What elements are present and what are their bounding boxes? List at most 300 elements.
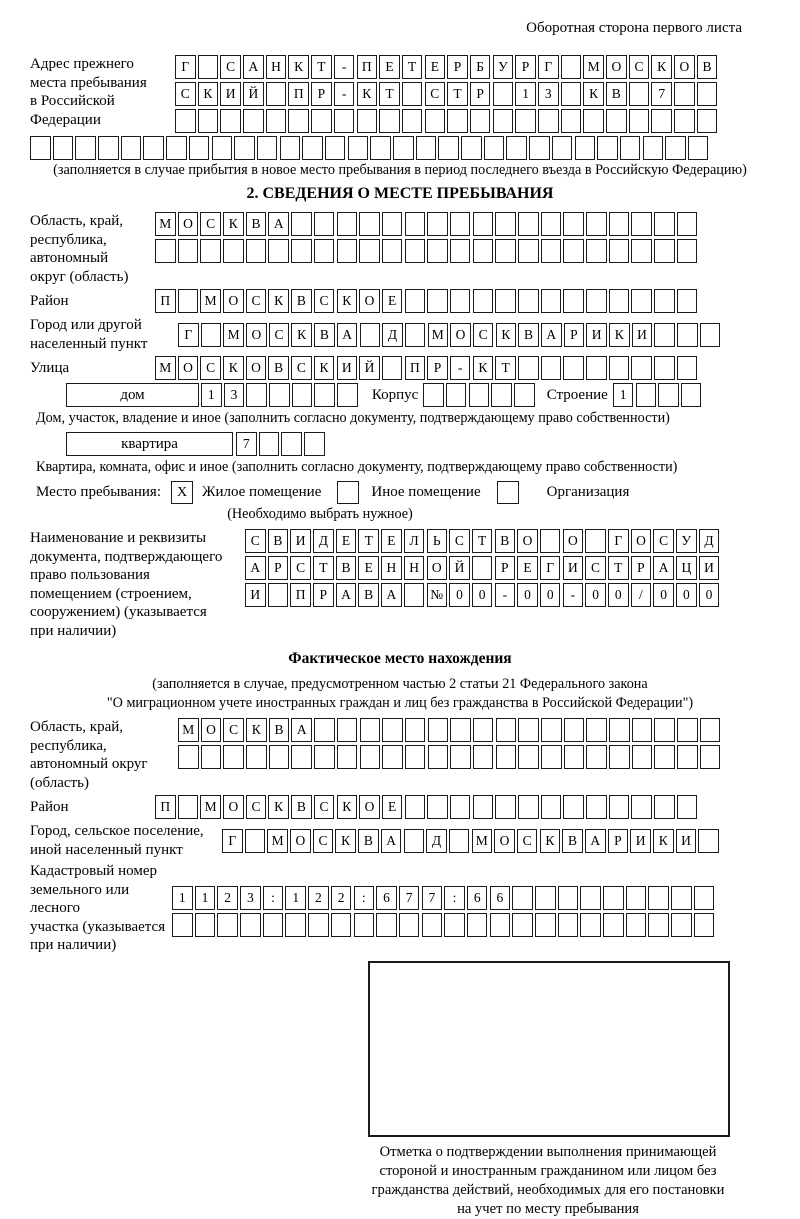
char-cell[interactable] (518, 289, 539, 313)
char-cell[interactable]: А (291, 718, 312, 742)
char-cell[interactable]: Е (379, 55, 400, 79)
char-cell[interactable]: М (223, 323, 244, 347)
char-cell[interactable]: 2 (308, 886, 329, 910)
char-cell[interactable]: С (425, 82, 446, 106)
char-cell[interactable] (529, 136, 550, 160)
char-cell[interactable] (674, 109, 695, 133)
char-cell[interactable]: Ь (427, 529, 448, 553)
char-cell[interactable]: М (267, 829, 288, 853)
char-cell[interactable] (98, 136, 119, 160)
char-cell[interactable] (263, 913, 284, 937)
char-cell[interactable] (450, 212, 471, 236)
char-cell[interactable] (438, 136, 459, 160)
char-cell[interactable] (597, 136, 618, 160)
char-cell[interactable]: О (494, 829, 515, 853)
char-cell[interactable] (535, 913, 556, 937)
char-cell[interactable] (405, 289, 426, 313)
char-cell[interactable]: К (583, 82, 604, 106)
char-cell[interactable] (178, 289, 199, 313)
char-cell[interactable]: В (606, 82, 627, 106)
char-cell[interactable] (541, 356, 562, 380)
char-cell[interactable] (178, 795, 199, 819)
char-cell[interactable] (586, 212, 607, 236)
char-cell[interactable]: Т (608, 556, 629, 580)
char-cell[interactable]: И (563, 556, 584, 580)
char-cell[interactable] (308, 913, 329, 937)
char-cell[interactable] (603, 886, 624, 910)
char-cell[interactable]: С (291, 356, 312, 380)
char-cell[interactable]: В (268, 529, 289, 553)
char-cell[interactable] (281, 432, 302, 456)
char-cell[interactable]: В (562, 829, 583, 853)
char-cell[interactable]: А (381, 583, 402, 607)
char-cell[interactable]: О (427, 556, 448, 580)
char-cell[interactable] (143, 136, 164, 160)
char-cell[interactable] (405, 239, 426, 263)
char-cell[interactable] (469, 383, 490, 407)
char-cell[interactable] (671, 886, 692, 910)
char-cell[interactable] (172, 913, 193, 937)
char-cell[interactable] (677, 323, 698, 347)
char-cell[interactable]: 7 (236, 432, 257, 456)
char-cell[interactable] (586, 239, 607, 263)
char-cell[interactable]: Г (222, 829, 243, 853)
char-cell[interactable]: Е (336, 529, 357, 553)
char-cell[interactable] (495, 239, 516, 263)
char-cell[interactable]: 7 (651, 82, 672, 106)
char-cell[interactable] (561, 55, 582, 79)
char-cell[interactable]: - (495, 583, 516, 607)
char-cell[interactable]: 3 (538, 82, 559, 106)
char-cell[interactable]: Е (382, 289, 403, 313)
char-cell[interactable] (626, 913, 647, 937)
char-cell[interactable] (535, 886, 556, 910)
char-cell[interactable] (212, 136, 233, 160)
char-cell[interactable]: С (220, 55, 241, 79)
char-cell[interactable]: Б (470, 55, 491, 79)
char-cell[interactable] (243, 109, 264, 133)
char-cell[interactable] (636, 383, 657, 407)
char-cell[interactable] (246, 383, 267, 407)
char-cell[interactable] (681, 383, 702, 407)
char-cell[interactable]: Е (517, 556, 538, 580)
char-cell[interactable]: А (245, 556, 266, 580)
char-cell[interactable]: П (357, 55, 378, 79)
char-cell[interactable] (450, 745, 471, 769)
char-cell[interactable] (404, 583, 425, 607)
char-cell[interactable] (337, 212, 358, 236)
char-cell[interactable] (314, 745, 335, 769)
char-cell[interactable] (654, 795, 675, 819)
char-cell[interactable]: Р (313, 583, 334, 607)
char-cell[interactable] (648, 913, 669, 937)
char-cell[interactable] (677, 356, 698, 380)
char-cell[interactable] (382, 212, 403, 236)
char-cell[interactable]: - (334, 82, 355, 106)
char-cell[interactable] (427, 239, 448, 263)
char-cell[interactable] (512, 886, 533, 910)
char-cell[interactable] (257, 136, 278, 160)
char-cell[interactable] (246, 239, 267, 263)
char-cell[interactable] (609, 795, 630, 819)
char-cell[interactable]: Р (631, 556, 652, 580)
char-cell[interactable] (515, 109, 536, 133)
char-cell[interactable]: В (269, 718, 290, 742)
char-cell[interactable]: Т (447, 82, 468, 106)
char-cell[interactable]: Г (608, 529, 629, 553)
char-cell[interactable] (399, 913, 420, 937)
char-cell[interactable] (631, 289, 652, 313)
char-cell[interactable]: К (314, 356, 335, 380)
char-cell[interactable] (677, 212, 698, 236)
char-cell[interactable] (461, 136, 482, 160)
char-cell[interactable] (677, 795, 698, 819)
char-cell[interactable]: С (653, 529, 674, 553)
char-cell[interactable] (518, 718, 539, 742)
char-cell[interactable]: - (450, 356, 471, 380)
char-cell[interactable] (405, 795, 426, 819)
char-cell[interactable]: М (200, 289, 221, 313)
char-cell[interactable]: Е (425, 55, 446, 79)
char-cell[interactable]: О (631, 529, 652, 553)
char-cell[interactable] (540, 529, 561, 553)
char-cell[interactable] (354, 913, 375, 937)
char-cell[interactable] (444, 913, 465, 937)
char-cell[interactable] (382, 239, 403, 263)
char-cell[interactable]: Т (313, 556, 334, 580)
char-cell[interactable] (694, 913, 715, 937)
char-cell[interactable] (677, 745, 698, 769)
char-cell[interactable]: О (178, 356, 199, 380)
checkbox-residential[interactable]: X (171, 481, 193, 504)
char-cell[interactable]: В (314, 323, 335, 347)
char-cell[interactable]: : (354, 886, 375, 910)
char-cell[interactable] (422, 913, 443, 937)
char-cell[interactable]: : (444, 886, 465, 910)
char-cell[interactable] (240, 913, 261, 937)
char-cell[interactable] (629, 109, 650, 133)
char-cell[interactable]: С (314, 289, 335, 313)
char-cell[interactable]: М (155, 212, 176, 236)
char-cell[interactable] (677, 239, 698, 263)
char-cell[interactable] (541, 239, 562, 263)
char-cell[interactable]: А (381, 829, 402, 853)
char-cell[interactable] (269, 745, 290, 769)
char-cell[interactable]: Е (381, 529, 402, 553)
char-cell[interactable]: О (201, 718, 222, 742)
char-cell[interactable] (671, 913, 692, 937)
char-cell[interactable]: К (246, 718, 267, 742)
char-cell[interactable] (654, 356, 675, 380)
char-cell[interactable]: И (245, 583, 266, 607)
char-cell[interactable] (677, 289, 698, 313)
char-cell[interactable] (552, 136, 573, 160)
char-cell[interactable] (314, 383, 335, 407)
char-cell[interactable] (266, 82, 287, 106)
char-cell[interactable]: Е (382, 795, 403, 819)
checkbox-other-premises[interactable] (337, 481, 359, 504)
char-cell[interactable]: С (314, 795, 335, 819)
char-cell[interactable] (280, 136, 301, 160)
char-cell[interactable] (311, 109, 332, 133)
char-cell[interactable] (564, 745, 585, 769)
char-cell[interactable] (292, 383, 313, 407)
char-cell[interactable]: 0 (585, 583, 606, 607)
char-cell[interactable] (561, 109, 582, 133)
char-cell[interactable] (200, 239, 221, 263)
char-cell[interactable]: К (198, 82, 219, 106)
char-cell[interactable]: С (585, 556, 606, 580)
char-cell[interactable] (382, 718, 403, 742)
char-cell[interactable]: С (629, 55, 650, 79)
char-cell[interactable] (198, 55, 219, 79)
char-cell[interactable]: Т (311, 55, 332, 79)
char-cell[interactable] (402, 109, 423, 133)
char-cell[interactable] (541, 745, 562, 769)
char-cell[interactable] (541, 795, 562, 819)
char-cell[interactable] (348, 136, 369, 160)
char-cell[interactable]: О (223, 795, 244, 819)
char-cell[interactable]: 3 (240, 886, 261, 910)
char-cell[interactable] (331, 913, 352, 937)
char-cell[interactable] (266, 109, 287, 133)
char-cell[interactable] (609, 239, 630, 263)
char-cell[interactable]: В (268, 356, 289, 380)
char-cell[interactable]: К (357, 82, 378, 106)
char-cell[interactable] (698, 829, 719, 853)
char-cell[interactable]: А (541, 323, 562, 347)
char-cell[interactable] (427, 289, 448, 313)
char-cell[interactable] (360, 323, 381, 347)
char-cell[interactable]: И (290, 529, 311, 553)
char-cell[interactable] (700, 718, 721, 742)
char-cell[interactable] (405, 323, 426, 347)
char-cell[interactable] (700, 745, 721, 769)
char-cell[interactable]: Т (402, 55, 423, 79)
char-cell[interactable] (201, 323, 222, 347)
char-cell[interactable]: - (563, 583, 584, 607)
char-cell[interactable] (609, 718, 630, 742)
char-cell[interactable] (314, 239, 335, 263)
char-cell[interactable] (518, 356, 539, 380)
char-cell[interactable] (449, 829, 470, 853)
checkbox-organization[interactable] (497, 481, 519, 504)
char-cell[interactable]: С (313, 829, 334, 853)
char-cell[interactable] (166, 136, 187, 160)
char-cell[interactable] (518, 795, 539, 819)
char-cell[interactable]: В (246, 212, 267, 236)
char-cell[interactable]: В (358, 829, 379, 853)
char-cell[interactable]: Т (472, 529, 493, 553)
char-cell[interactable]: И (630, 829, 651, 853)
char-cell[interactable]: Й (359, 356, 380, 380)
char-cell[interactable] (631, 795, 652, 819)
char-cell[interactable]: С (246, 795, 267, 819)
char-cell[interactable] (393, 136, 414, 160)
char-cell[interactable] (245, 829, 266, 853)
char-cell[interactable]: Й (243, 82, 264, 106)
char-cell[interactable]: О (246, 356, 267, 380)
char-cell[interactable]: 3 (224, 383, 245, 407)
char-cell[interactable] (121, 136, 142, 160)
char-cell[interactable]: О (178, 212, 199, 236)
char-cell[interactable] (541, 212, 562, 236)
char-cell[interactable] (491, 383, 512, 407)
char-cell[interactable] (541, 718, 562, 742)
char-cell[interactable] (654, 745, 675, 769)
char-cell[interactable] (518, 239, 539, 263)
char-cell[interactable] (427, 795, 448, 819)
char-cell[interactable]: В (336, 556, 357, 580)
char-cell[interactable]: И (676, 829, 697, 853)
char-cell[interactable] (563, 212, 584, 236)
char-cell[interactable] (223, 239, 244, 263)
char-cell[interactable]: 1 (172, 886, 193, 910)
char-cell[interactable]: К (337, 289, 358, 313)
char-cell[interactable] (495, 795, 516, 819)
char-cell[interactable]: Р (311, 82, 332, 106)
char-cell[interactable]: П (155, 289, 176, 313)
char-cell[interactable]: 6 (376, 886, 397, 910)
char-cell[interactable] (268, 239, 289, 263)
char-cell[interactable]: 0 (517, 583, 538, 607)
char-cell[interactable]: В (291, 289, 312, 313)
char-cell[interactable]: О (450, 323, 471, 347)
char-cell[interactable] (473, 239, 494, 263)
char-cell[interactable]: У (676, 529, 697, 553)
char-cell[interactable] (697, 82, 718, 106)
char-cell[interactable]: 6 (467, 886, 488, 910)
char-cell[interactable]: С (223, 718, 244, 742)
char-cell[interactable]: К (651, 55, 672, 79)
char-cell[interactable]: Р (515, 55, 536, 79)
char-cell[interactable] (561, 82, 582, 106)
char-cell[interactable]: Р (495, 556, 516, 580)
char-cell[interactable]: К (653, 829, 674, 853)
char-cell[interactable]: О (563, 529, 584, 553)
char-cell[interactable]: Г (538, 55, 559, 79)
char-cell[interactable] (402, 82, 423, 106)
char-cell[interactable] (654, 289, 675, 313)
char-cell[interactable] (291, 212, 312, 236)
char-cell[interactable] (285, 913, 306, 937)
char-cell[interactable] (493, 109, 514, 133)
char-cell[interactable] (314, 212, 335, 236)
char-cell[interactable] (382, 356, 403, 380)
char-cell[interactable] (541, 289, 562, 313)
char-cell[interactable]: О (359, 289, 380, 313)
char-cell[interactable] (360, 718, 381, 742)
char-cell[interactable]: К (335, 829, 356, 853)
char-cell[interactable]: О (674, 55, 695, 79)
char-cell[interactable] (291, 745, 312, 769)
char-cell[interactable] (648, 886, 669, 910)
char-cell[interactable]: М (428, 323, 449, 347)
char-cell[interactable]: Н (381, 556, 402, 580)
char-cell[interactable]: К (540, 829, 561, 853)
char-cell[interactable] (405, 745, 426, 769)
char-cell[interactable] (220, 109, 241, 133)
char-cell[interactable] (376, 913, 397, 937)
char-cell[interactable]: 2 (331, 886, 352, 910)
char-cell[interactable]: Й (449, 556, 470, 580)
char-cell[interactable]: Н (404, 556, 425, 580)
char-cell[interactable]: К (473, 356, 494, 380)
char-cell[interactable] (427, 212, 448, 236)
char-cell[interactable] (654, 718, 675, 742)
char-cell[interactable]: Д (313, 529, 334, 553)
char-cell[interactable]: С (175, 82, 196, 106)
char-cell[interactable]: 0 (540, 583, 561, 607)
char-cell[interactable] (677, 718, 698, 742)
char-cell[interactable] (654, 212, 675, 236)
char-cell[interactable]: 2 (217, 886, 238, 910)
char-cell[interactable] (370, 136, 391, 160)
char-cell[interactable] (586, 356, 607, 380)
char-cell[interactable] (178, 745, 199, 769)
char-cell[interactable] (665, 136, 686, 160)
char-cell[interactable] (337, 239, 358, 263)
char-cell[interactable] (416, 136, 437, 160)
char-cell[interactable]: А (653, 556, 674, 580)
char-cell[interactable]: К (223, 356, 244, 380)
char-cell[interactable]: С (269, 323, 290, 347)
char-cell[interactable] (425, 109, 446, 133)
char-cell[interactable]: 0 (653, 583, 674, 607)
char-cell[interactable] (53, 136, 74, 160)
char-cell[interactable] (694, 886, 715, 910)
char-cell[interactable]: 1 (613, 383, 634, 407)
char-cell[interactable] (428, 745, 449, 769)
char-cell[interactable] (654, 239, 675, 263)
char-cell[interactable] (404, 829, 425, 853)
char-cell[interactable]: Р (608, 829, 629, 853)
char-cell[interactable]: 0 (699, 583, 720, 607)
char-cell[interactable] (379, 109, 400, 133)
char-cell[interactable]: : (263, 886, 284, 910)
char-cell[interactable] (563, 239, 584, 263)
char-cell[interactable] (450, 239, 471, 263)
char-cell[interactable] (631, 356, 652, 380)
char-cell[interactable] (288, 109, 309, 133)
char-cell[interactable] (586, 795, 607, 819)
char-cell[interactable]: Т (495, 356, 516, 380)
char-cell[interactable] (674, 82, 695, 106)
char-cell[interactable] (201, 745, 222, 769)
char-cell[interactable] (175, 109, 196, 133)
char-cell[interactable] (423, 383, 444, 407)
char-cell[interactable]: О (246, 323, 267, 347)
char-cell[interactable] (490, 913, 511, 937)
char-cell[interactable] (195, 913, 216, 937)
char-cell[interactable]: И (337, 356, 358, 380)
char-cell[interactable] (629, 82, 650, 106)
char-cell[interactable] (269, 383, 290, 407)
char-cell[interactable]: Т (379, 82, 400, 106)
char-cell[interactable] (405, 718, 426, 742)
char-cell[interactable] (496, 718, 517, 742)
char-cell[interactable] (450, 289, 471, 313)
char-cell[interactable]: П (290, 583, 311, 607)
char-cell[interactable]: К (268, 289, 289, 313)
char-cell[interactable] (506, 136, 527, 160)
char-cell[interactable] (405, 212, 426, 236)
char-cell[interactable] (518, 212, 539, 236)
char-cell[interactable]: Д (699, 529, 720, 553)
char-cell[interactable]: М (155, 356, 176, 380)
char-cell[interactable] (334, 109, 355, 133)
char-cell[interactable] (470, 109, 491, 133)
